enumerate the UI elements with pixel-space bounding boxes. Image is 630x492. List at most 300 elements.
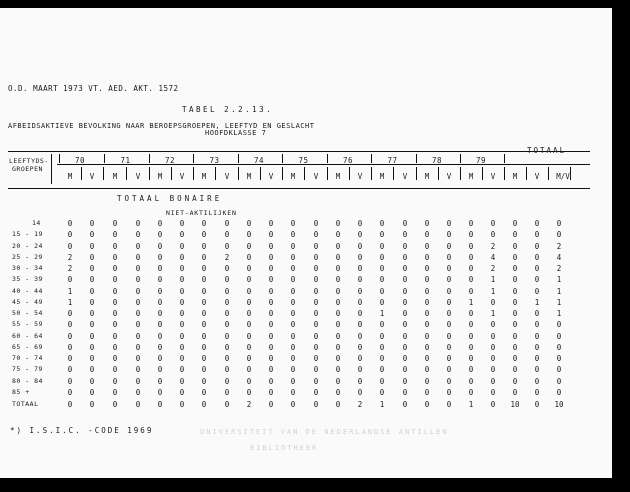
table-cell: 0	[246, 275, 252, 285]
table-cell: 0	[446, 342, 452, 352]
table-cell: 0	[179, 219, 185, 228]
table-cell: 0	[179, 354, 185, 363]
table-cell: 0	[112, 275, 118, 285]
table-cell: 0	[268, 219, 274, 228]
table-cell: 0	[89, 264, 95, 273]
year-label: 71	[120, 156, 131, 165]
table-cell: 0	[357, 387, 363, 397]
table-cell: 0	[424, 400, 430, 409]
table-cell: 1	[490, 275, 496, 285]
table-cell: 0	[402, 320, 408, 330]
table-cell: 0	[224, 309, 230, 318]
table-cell: 2	[490, 241, 496, 251]
table-cell: 1	[490, 286, 496, 296]
table-cell: 0	[534, 219, 540, 228]
sex-column-label: V	[534, 172, 540, 181]
table-cell: 0	[290, 286, 296, 296]
column-separator	[526, 167, 527, 180]
table-cell: 0	[402, 286, 408, 296]
table-cell: 0	[379, 342, 385, 352]
table-cell: 0	[468, 230, 474, 240]
table-cell: 0	[357, 264, 363, 273]
table-cell: 0	[89, 252, 95, 262]
row-label: 85 +	[12, 387, 30, 396]
table-cell: 2	[67, 252, 73, 262]
table-cell: 0	[468, 331, 474, 341]
table-cell: 0	[379, 252, 385, 262]
table-cell: 0	[135, 241, 141, 251]
table-cell: 0	[157, 342, 163, 352]
table-cell: 0	[402, 219, 408, 228]
table-cell: 0	[201, 297, 207, 307]
table-cell: 1	[379, 309, 385, 318]
table-cell: 0	[313, 354, 319, 363]
row-label: 15 - 19	[12, 230, 43, 239]
table-cell: 0	[357, 230, 363, 240]
year-label: 75	[298, 156, 309, 165]
table-cell: 0	[379, 264, 385, 273]
table-cell: 0	[512, 219, 518, 228]
table-cell: 0	[357, 309, 363, 318]
table-cell: 0	[89, 365, 95, 375]
table-cell: 0	[335, 309, 341, 318]
table-cell: 0	[512, 342, 518, 352]
table-cell: 2	[357, 400, 363, 409]
table-cell: 0	[512, 365, 518, 375]
table-cell: 0	[534, 342, 540, 352]
table-cell: 0	[67, 241, 73, 251]
table-cell: 0	[112, 331, 118, 341]
sex-column-label: M/V	[556, 172, 570, 181]
row-label: 30 - 34	[12, 264, 43, 272]
table-cell: 0	[379, 365, 385, 375]
year-separator	[504, 154, 505, 163]
year-label: 77	[387, 156, 398, 165]
table-cell: 0	[335, 264, 341, 273]
row-label: 45 - 49	[12, 297, 43, 306]
table-cell: 0	[468, 354, 474, 363]
table-cell: 0	[179, 331, 185, 341]
table-cell: 0	[402, 297, 408, 307]
sex-column-label: V	[490, 172, 496, 181]
table-cell: 0	[402, 230, 408, 240]
table-cell: 0	[246, 331, 252, 341]
table-cell: 1	[556, 309, 562, 318]
table-cell: 0	[468, 252, 474, 262]
table-cell: 0	[268, 342, 274, 352]
table-cell: 0	[268, 275, 274, 285]
table-cell: 0	[424, 286, 430, 296]
table-cell: 0	[313, 320, 319, 330]
sex-column-label: V	[313, 172, 319, 181]
column-separator	[416, 167, 417, 180]
table-cell: 0	[556, 376, 562, 386]
table-cell: 0	[224, 275, 230, 285]
table-cell: 0	[179, 365, 185, 375]
table-cell: 0	[246, 241, 252, 251]
table-cell: 0	[290, 241, 296, 251]
table-cell: 0	[446, 230, 452, 240]
table-cell: 0	[135, 365, 141, 375]
table-cell: 0	[313, 252, 319, 262]
column-separator	[193, 167, 194, 180]
table-cell: 0	[468, 320, 474, 330]
table-cell: 0	[224, 320, 230, 330]
table-cell: 0	[512, 320, 518, 330]
table-cell: 0	[446, 320, 452, 330]
table-cell: 0	[424, 264, 430, 273]
table-cell: 0	[179, 400, 185, 409]
table-cell: 0	[67, 376, 73, 386]
table-cell: 0	[290, 400, 296, 409]
table-cell: 0	[357, 354, 363, 363]
table-cell: 0	[89, 331, 95, 341]
table-cell: 0	[157, 354, 163, 363]
table-cell: 0	[179, 264, 185, 273]
table-cell: 1	[468, 297, 474, 307]
source-line: O.D. MAART 1973 VT. AED. AKT. 1572	[8, 84, 179, 93]
table-cell: 0	[556, 219, 562, 228]
table-cell: 0	[112, 400, 118, 409]
table-cell: 0	[112, 264, 118, 273]
table-cell: 0	[424, 297, 430, 307]
table-cell: 0	[335, 331, 341, 341]
table-cell: 0	[157, 376, 163, 386]
table-cell: 0	[179, 241, 185, 251]
table-cell: 0	[512, 286, 518, 296]
table-cell: 0	[246, 286, 252, 296]
table-cell: 0	[556, 342, 562, 352]
table-cell: 0	[112, 297, 118, 307]
table-cell: 0	[335, 286, 341, 296]
table-cell: 0	[357, 275, 363, 285]
table-cell: 0	[490, 331, 496, 341]
table-cell: 0	[179, 297, 185, 307]
sex-column-label: V	[89, 172, 95, 181]
table-cell: 0	[224, 354, 230, 363]
table-cell: 0	[402, 331, 408, 341]
table-cell: 0	[224, 297, 230, 307]
table-cell: 2	[490, 264, 496, 273]
header-rule-bottom	[8, 188, 590, 189]
table-cell: 0	[89, 376, 95, 386]
row-label: 65 - 69	[12, 342, 43, 351]
year-separator	[327, 154, 328, 163]
table-cell: 0	[135, 400, 141, 409]
table-cell: 0	[379, 297, 385, 307]
table-cell: 0	[446, 264, 452, 273]
table-cell: 2	[246, 400, 252, 409]
table-cell: 0	[402, 400, 408, 409]
sex-column-label: M	[512, 172, 518, 181]
table-cell: 10	[554, 400, 564, 409]
table-cell: 0	[534, 365, 540, 375]
table-cell: 0	[468, 387, 474, 397]
table-cell: 0	[446, 365, 452, 375]
table-cell: 0	[201, 219, 207, 228]
section-subheading: NIET-AKTILIJKEN	[166, 209, 237, 217]
table-cell: 0	[357, 252, 363, 262]
table-cell: 0	[135, 376, 141, 386]
header-rule-middle	[57, 164, 590, 165]
sex-column-label: V	[268, 172, 274, 181]
table-cell: 0	[246, 230, 252, 240]
table-cell: 0	[201, 320, 207, 330]
table-cell: 0	[179, 252, 185, 262]
table-cell: 0	[468, 275, 474, 285]
column-separator	[51, 154, 52, 184]
year-separator	[460, 154, 461, 163]
table-cell: 0	[424, 331, 430, 341]
table-cell: 0	[224, 241, 230, 251]
table-cell: 0	[135, 230, 141, 240]
table-cell: 0	[246, 309, 252, 318]
table-cell: 0	[268, 331, 274, 341]
table-cell: 0	[268, 387, 274, 397]
table-cell: 0	[468, 376, 474, 386]
table-cell: 0	[157, 400, 163, 409]
row-label: 70 - 74	[12, 354, 43, 362]
table-cell: 0	[224, 331, 230, 341]
table-cell: 0	[446, 219, 452, 228]
table-cell: 0	[512, 297, 518, 307]
table-cell: 0	[135, 219, 141, 228]
table-cell: 0	[335, 365, 341, 375]
column-separator	[215, 167, 216, 180]
table-cell: 0	[157, 309, 163, 318]
table-cell: 0	[135, 354, 141, 363]
sex-column-label: V	[179, 172, 185, 181]
table-cell: 0	[89, 230, 95, 240]
table-cell: 0	[224, 286, 230, 296]
table-cell: 0	[112, 286, 118, 296]
table-cell: 0	[335, 275, 341, 285]
table-cell: 0	[468, 241, 474, 251]
table-cell: 2	[67, 264, 73, 273]
table-cell: 0	[179, 376, 185, 386]
table-cell: 0	[290, 320, 296, 330]
table-cell: 0	[157, 230, 163, 240]
table-cell: 0	[534, 309, 540, 318]
row-label: 40 - 44	[12, 286, 43, 295]
table-cell: 0	[534, 320, 540, 330]
table-cell: 0	[157, 241, 163, 251]
column-separator	[438, 167, 439, 180]
table-cell: 0	[534, 286, 540, 296]
table-cell: 1	[468, 400, 474, 409]
table-cell: 0	[201, 309, 207, 318]
table-cell: 0	[468, 219, 474, 228]
header-rule-top	[8, 151, 590, 152]
sex-column-label: V	[402, 172, 408, 181]
table-cell: 0	[135, 264, 141, 273]
section-heading: TOTAAL BONAIRE	[117, 194, 223, 203]
table-cell: 0	[201, 275, 207, 285]
table-cell: 0	[67, 342, 73, 352]
table-cell: 0	[335, 387, 341, 397]
table-cell: 0	[379, 354, 385, 363]
footnote: *) I.S.I.C. -CODE 1969	[10, 426, 154, 435]
table-cell: 0	[290, 230, 296, 240]
table-cell: 0	[246, 354, 252, 363]
table-cell: 0	[402, 387, 408, 397]
row-label: 25 - 29	[12, 252, 43, 261]
table-cell: 0	[112, 342, 118, 352]
table-cell: 0	[424, 387, 430, 397]
table-cell: 0	[402, 252, 408, 262]
table-cell: 0	[556, 387, 562, 397]
row-label: 14	[32, 219, 41, 227]
table-cell: 0	[67, 230, 73, 240]
table-cell: 0	[246, 387, 252, 397]
table-cell: 0	[424, 241, 430, 251]
column-separator	[304, 167, 305, 180]
year-separator	[104, 154, 105, 163]
table-cell: 0	[512, 354, 518, 363]
table-cell: 1	[556, 275, 562, 285]
table-cell: 0	[246, 219, 252, 228]
table-cell: 0	[313, 241, 319, 251]
table-cell: 0	[290, 365, 296, 375]
table-cell: 0	[490, 400, 496, 409]
table-cell: 0	[424, 275, 430, 285]
table-cell: 0	[268, 309, 274, 318]
table-cell: 0	[67, 275, 73, 285]
table-cell: 0	[313, 331, 319, 341]
table-cell: 0	[224, 365, 230, 375]
table-cell: 0	[67, 387, 73, 397]
table-cell: 0	[268, 241, 274, 251]
column-separator	[371, 167, 372, 180]
table-cell: 0	[534, 252, 540, 262]
table-cell: 0	[424, 376, 430, 386]
sex-column-label: M	[67, 172, 73, 181]
row-label: TOTAAL	[12, 400, 39, 408]
table-cell: 0	[201, 241, 207, 251]
table-cell: 0	[335, 297, 341, 307]
table-cell: 0	[402, 365, 408, 375]
table-cell: 0	[357, 342, 363, 352]
table-cell: 0	[534, 376, 540, 386]
bleed-through-line-2: BIBLIOTHEEK	[250, 444, 319, 452]
table-cell: 0	[268, 297, 274, 307]
table-cell: 0	[246, 365, 252, 375]
table-cell: 0	[313, 309, 319, 318]
table-cell: 0	[379, 275, 385, 285]
table-cell: 0	[135, 342, 141, 352]
column-separator	[238, 167, 239, 180]
table-cell: 0	[290, 342, 296, 352]
sex-column-label: M	[424, 172, 430, 181]
year-label: 73	[209, 156, 220, 165]
table-cell: 0	[379, 320, 385, 330]
table-cell: 0	[424, 354, 430, 363]
table-cell: 0	[290, 387, 296, 397]
table-cell: 0	[67, 331, 73, 341]
table-cell: 1	[556, 297, 562, 307]
total-column-label: TOTAAL	[527, 146, 567, 155]
column-separator	[260, 167, 261, 180]
column-separator	[282, 167, 283, 180]
table-cell: 0	[357, 376, 363, 386]
table-cell: 0	[89, 400, 95, 409]
table-cell: 0	[135, 252, 141, 262]
table-cell: 0	[112, 320, 118, 330]
table-cell: 0	[468, 342, 474, 352]
table-cell: 0	[89, 275, 95, 285]
table-cell: 1	[490, 309, 496, 318]
table-cell: 0	[246, 320, 252, 330]
table-cell: 0	[446, 286, 452, 296]
table-cell: 0	[313, 286, 319, 296]
table-cell: 0	[112, 309, 118, 318]
table-cell: 0	[246, 342, 252, 352]
table-cell: 10	[510, 400, 520, 409]
table-cell: 0	[512, 264, 518, 273]
table-cell: 0	[224, 230, 230, 240]
row-label: 80 - 84	[12, 376, 43, 385]
table-cell: 0	[446, 331, 452, 341]
table-cell: 0	[179, 387, 185, 397]
table-title: TABEL 2.2.13.	[182, 105, 274, 114]
table-cell: 0	[290, 309, 296, 318]
year-label: 70	[75, 156, 86, 165]
table-cell: 0	[313, 219, 319, 228]
table-cell: 0	[224, 387, 230, 397]
table-cell: 0	[157, 219, 163, 228]
table-cell: 0	[112, 387, 118, 397]
table-cell: 0	[512, 230, 518, 240]
table-cell: 0	[112, 219, 118, 228]
table-cell: 0	[556, 331, 562, 341]
table-cell: 0	[424, 365, 430, 375]
table-cell: 0	[313, 275, 319, 285]
sex-column-label: M	[157, 172, 163, 181]
table-cell: 0	[512, 309, 518, 318]
table-cell: 0	[89, 219, 95, 228]
table-cell: 0	[379, 219, 385, 228]
table-cell: 0	[379, 376, 385, 386]
column-separator	[393, 167, 394, 180]
column-separator	[149, 167, 150, 180]
table-cell: 0	[379, 387, 385, 397]
table-cell: 0	[290, 354, 296, 363]
table-cell: 0	[201, 286, 207, 296]
column-separator	[349, 167, 350, 180]
table-cell: 0	[157, 365, 163, 375]
table-cell: 0	[201, 230, 207, 240]
table-cell: 0	[534, 354, 540, 363]
table-cell: 0	[268, 354, 274, 363]
table-cell: 0	[402, 354, 408, 363]
column-separator	[460, 167, 461, 180]
table-cell: 0	[89, 286, 95, 296]
table-cell: 0	[556, 365, 562, 375]
table-cell: 0	[490, 387, 496, 397]
table-cell: 0	[290, 376, 296, 386]
table-cell: 0	[424, 219, 430, 228]
table-cell: 2	[556, 241, 562, 251]
sex-column-label: V	[357, 172, 363, 181]
table-cell: 0	[335, 400, 341, 409]
table-cell: 0	[67, 309, 73, 318]
table-cell: 0	[468, 309, 474, 318]
sex-column-label: M	[201, 172, 207, 181]
table-cell: 0	[268, 264, 274, 273]
table-cell: 4	[556, 252, 562, 262]
table-cell: 0	[357, 219, 363, 228]
table-cell: 0	[357, 331, 363, 341]
